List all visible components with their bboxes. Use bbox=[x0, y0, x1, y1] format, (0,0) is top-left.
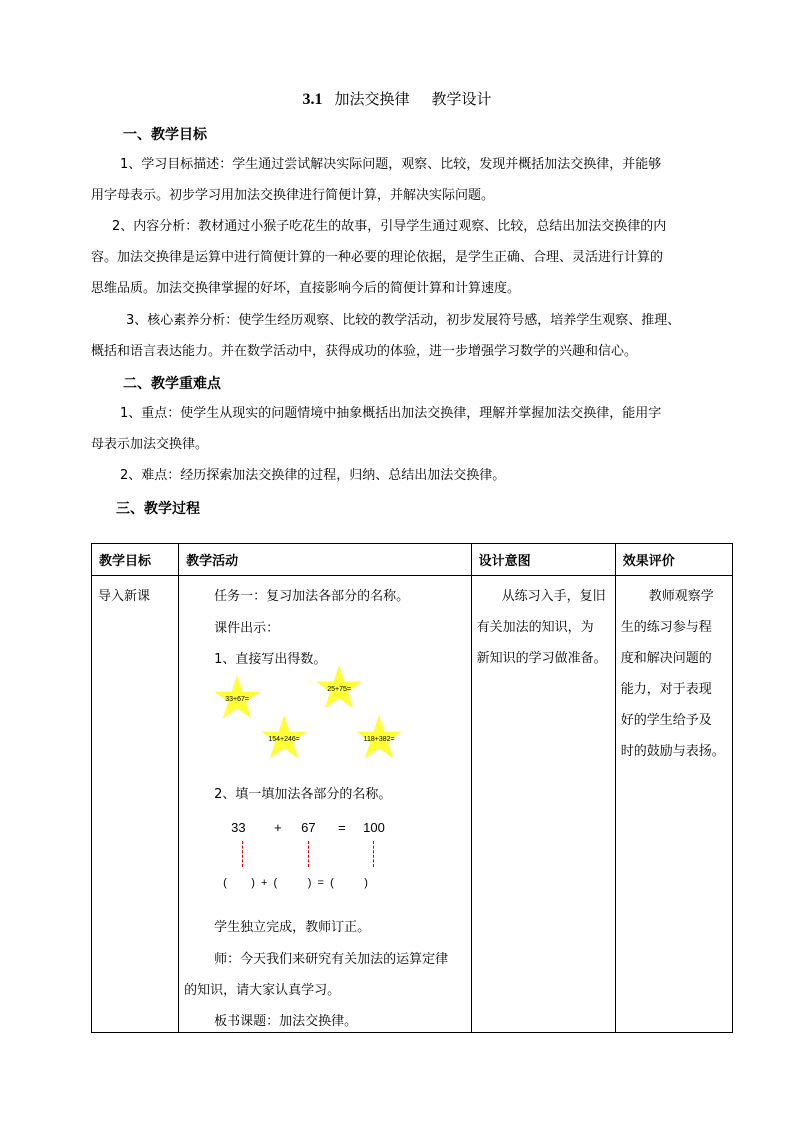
board-title: 板书课题：加法交换律。 bbox=[214, 1014, 358, 1029]
section-heading-process: 三、教学过程 bbox=[116, 501, 200, 517]
student-complete: 学生独立完成，教师订正。 bbox=[214, 920, 371, 935]
goal-paragraph-2-line-2: 容。加法交换律是运算中进行简便计算的一种必要的理论依据，是学生正确、合理、灵活进行计算的 bbox=[91, 250, 664, 265]
design-line-2: 有关加法的知识，为 bbox=[476, 620, 594, 635]
key-point-line-2: 母表示加法交换律。 bbox=[91, 437, 209, 452]
equation-plus: + bbox=[274, 820, 282, 835]
eval-line-3: 度和解决问题的 bbox=[620, 651, 712, 666]
cell-stage bbox=[92, 576, 179, 1033]
header-evaluation: 效果评价 bbox=[615, 544, 732, 576]
eval-line-5: 好的学生给予及 bbox=[620, 713, 712, 728]
title-number: 3.1 bbox=[302, 91, 323, 108]
goal-paragraph-1-line-2: 用字母表示。初步学习用加法交换律进行简便计算，并解决实际问题。 bbox=[91, 188, 495, 203]
equation-addend-1: 33 bbox=[231, 820, 246, 835]
cell-design bbox=[471, 576, 615, 1033]
header-design: 设计意图 bbox=[471, 544, 615, 576]
header-goal: 教学目标 bbox=[92, 544, 179, 576]
exercise-2-label: 2、填一填加法各部分的名称。 bbox=[214, 787, 392, 802]
eval-line-1: 教师观察学 bbox=[648, 589, 714, 604]
teaching-process-table bbox=[91, 543, 733, 1033]
cell-evaluation bbox=[615, 576, 732, 1033]
exercise-1-label: 1、直接写出得数。 bbox=[214, 652, 327, 667]
star-expression-3: 154+246= bbox=[268, 736, 300, 743]
dashed-pointer bbox=[308, 841, 309, 867]
key-point-line-1: 1、重点：使学生从现实的问题情境中抽象概括出加法交换律，理解并掌握加法交换律，能用字 bbox=[120, 406, 662, 421]
teacher-line-1: 师：今天我们来研究有关加法的运算定律 bbox=[214, 952, 449, 967]
table-row bbox=[92, 576, 733, 1033]
design-line-1: 从练习入手，复旧 bbox=[501, 589, 606, 604]
goal-paragraph-3-line-1: 3、核心素养分析：使学生经历观察、比较的教学活动，初步发展符号感，培养学生观察、推理、 bbox=[126, 313, 681, 328]
eval-line-4: 能力，对于表现 bbox=[620, 682, 712, 697]
goal-paragraph-1-line-1: 1、学习目标描述：学生通过尝试解决实际问题，观察、比较，发现并概括加法交换律，并能够 bbox=[120, 157, 662, 172]
goal-paragraph-2-line-3: 思维品质。加法交换律掌握的好坏，直接影响今后的简便计算和计算速度。 bbox=[91, 281, 521, 296]
courseware-label: 课件出示： bbox=[214, 621, 280, 636]
equation-equals: = bbox=[338, 820, 346, 835]
section-heading-key-points: 二、教学重难点 bbox=[123, 376, 221, 392]
goal-paragraph-3-line-2: 概括和语言表达能力。并在数学活动中，获得成功的体验，进一步增强学习数学的兴趣和信心。 bbox=[91, 344, 638, 359]
header-activity: 教学活动 bbox=[179, 544, 471, 576]
table-header-row bbox=[92, 544, 733, 576]
eval-line-2: 生的练习参与程 bbox=[620, 620, 712, 635]
design-line-3: 新知识的学习做准备。 bbox=[476, 651, 607, 666]
equation-addend-2: 67 bbox=[301, 820, 316, 835]
task-one: 任务一：复习加法各部分的名称。 bbox=[214, 589, 410, 604]
difficult-point: 2、难点：经历探索加法交换律的过程，归纳、总结出加法交换律。 bbox=[120, 468, 506, 483]
dashed-pointer bbox=[242, 841, 243, 867]
star-expression-1: 33+67= bbox=[225, 696, 249, 703]
stage-label: 导入新课 bbox=[98, 589, 151, 604]
equation-sum: 100 bbox=[363, 820, 385, 835]
star-expression-4: 118+382= bbox=[363, 736, 395, 743]
eval-line-6: 时的鼓励与表扬。 bbox=[620, 744, 725, 759]
title-main: 加法交换律 bbox=[334, 90, 410, 108]
document-title bbox=[0, 88, 794, 109]
blank-parentheses: ( ) + ( ) = ( ) bbox=[223, 877, 368, 889]
section-heading-goals: 一、教学目标 bbox=[123, 127, 207, 143]
star-expression-2: 25+75= bbox=[327, 686, 351, 693]
teacher-line-2: 的知识，请大家认真学习。 bbox=[184, 983, 341, 998]
cell-activity bbox=[179, 576, 471, 1033]
goal-paragraph-2-line-1: 2、内容分析：教材通过小猴子吃花生的故事，引导学生通过观察、比较，总结出加法交换律的内 bbox=[112, 219, 667, 234]
dashed-pointer bbox=[373, 841, 374, 867]
title-sub: 教学设计 bbox=[431, 90, 492, 108]
